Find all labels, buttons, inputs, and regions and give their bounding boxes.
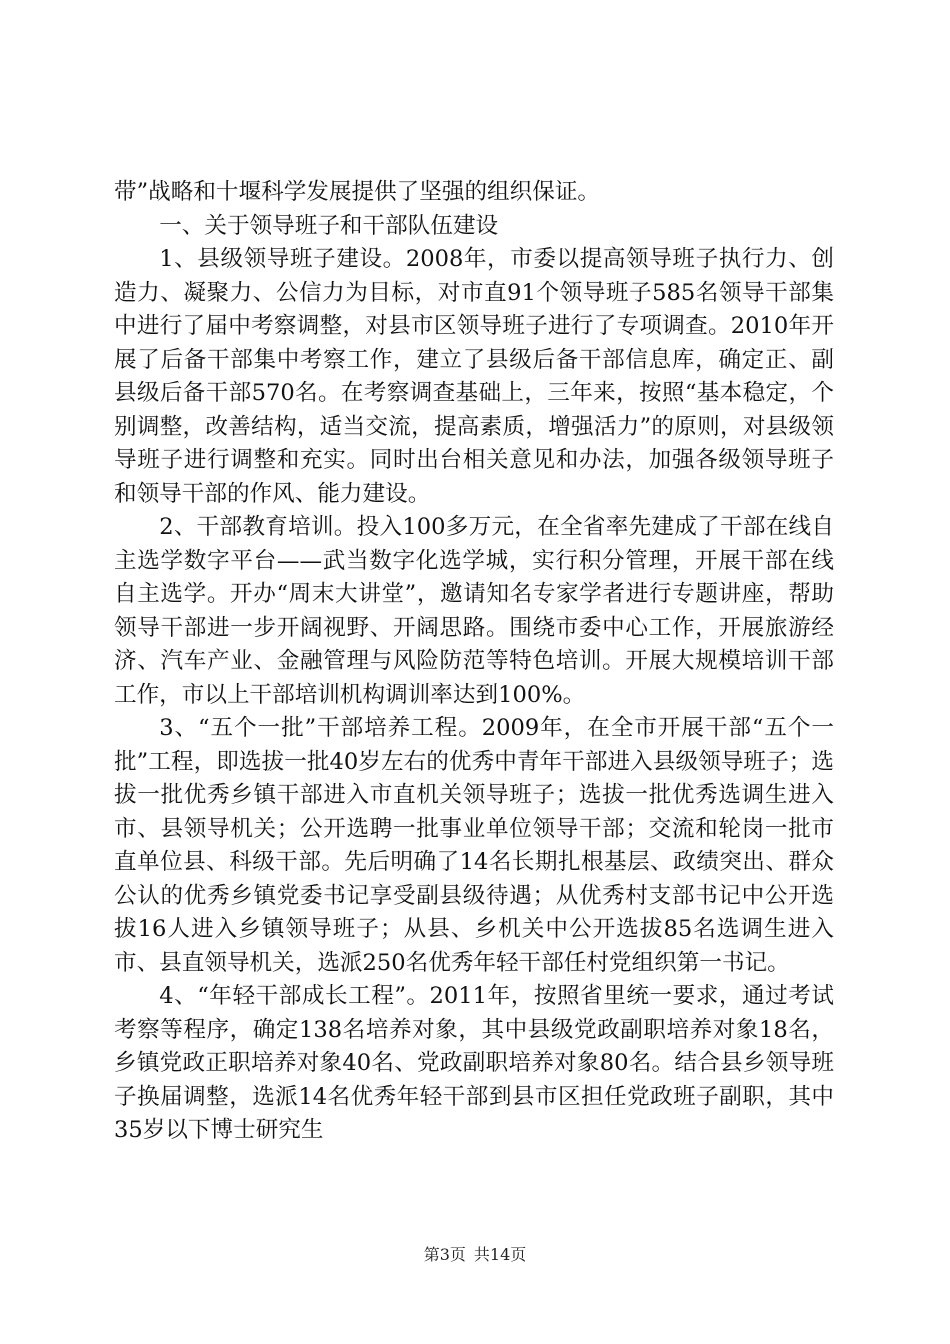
page-total: 共14页 [473, 1245, 527, 1264]
page-number: 第3页 [423, 1245, 466, 1264]
paragraph-leadership-building: 1、县级领导班子建设。2008年，市委以提高领导班子执行力、创造力、凝聚力、公信力为目标，对市直91个领导班子585名领导干部集中进行了届中考察调整，对县市区领导班子进行了专项调查。2010年开展了后备干部集中考察工作，建立了县级后备干部信息库，确定正、副县级后备干部570名。在考察调查基础上，三年来，按照“基本稳定，个别调整，改善结构，适当交流，提高素质，增强活力”的原则，对县级领导班子进行调整和充实。同时出台相关意见和办法，加强各级领导班子和领导干部的作风、能力建设。 [114, 246, 834, 507]
section-heading: 一、关于领导班子和干部队伍建设 [159, 212, 499, 239]
page-footer [0, 1242, 950, 1265]
paragraph-continuation: 带”战略和十堰科学发展提供了坚强的组织保证。 [114, 179, 601, 205]
paragraph-young-cadre: 4、“年轻干部成长工程”。2011年，按照省里统一要求，通过考试考察等程序，确定138名培养对象，其中县级党政副职培养对象18名，乡镇党政正职培养对象40名、党政副职培养对象80名。结合县乡领导班子换届调整，选派14名优秀年轻干部到县市区担任党政班子副职，其中35岁以下博士研究生 [114, 983, 834, 1143]
paragraph-cadre-training: 2、干部教育培训。投入100多万元，在全省率先建成了干部在线自主选学数字平台——武当数字化选学城，实行积分管理，开展干部在线自主选学。开办“周末大讲堂”，邀请知名专家学者进行专题讲座，帮助领导干部进一步开阔视野、开阔思路。围绕市委中心工作，开展旅游经济、汽车产业、金融管理与风险防范等特色培训。开展大规模培训干部工作，市以上干部培训机构调训率达到100%。 [114, 514, 834, 708]
paragraph-five-batches: 3、“五个一批”干部培养工程。2009年，在全市开展干部“五个一批”工程，即选拔一批40岁左右的优秀中青年干部进入县级领导班子；选拔一批优秀乡镇干部进入市直机关领导班子；选拔一批优秀选调生进入市、县领导机关；公开选聘一批事业单位领导干部；交流和轮岗一批市直单位县、科级干部。先后明确了14名长期扎根基层、政绩突出、群众公认的优秀乡镇党委书记享受副县级待遇；从优秀村支部书记中公开选拔16人进入乡镇领导班子；从县、乡机关中公开选拔85名选调生进入市、县直领导机关，选派250名优秀年轻干部任村党组织第一书记。 [114, 715, 834, 976]
document-body [114, 176, 834, 1148]
